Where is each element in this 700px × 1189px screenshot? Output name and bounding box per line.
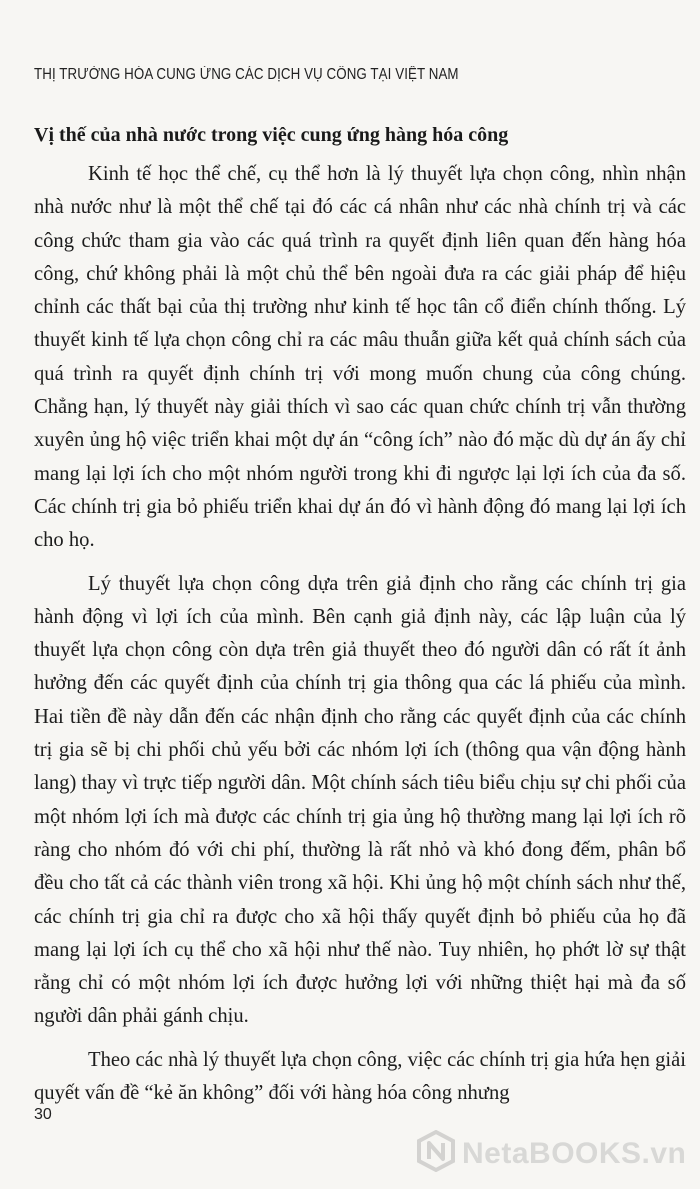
neta-logo-icon [416,1130,456,1177]
paragraph: Lý thuyết lựa chọn công dựa trên giả định cho rằng các chính trị gia hành động vì lợi ích của mình. Bên cạnh giả định này, các lập luận của lý thuyết lựa chọn công còn dựa trên giả thuyết theo đó người dân có rất ít ảnh hưởng đến các quyết định của chính trị gia thông qua các lá phiếu của mình. Hai tiền đề này dẫn đến các nhận định cho rằng các quyết định của các chính trị gia sẽ bị chi phối chủ yếu bởi các nhóm lợi ích (thông qua vận động hành lang) thay vì trực tiếp người dân. Một chính sách tiêu biểu chịu sự chi phối của một nhóm lợi ích mà được các chính trị gia ủng hộ thường mang lại lợi ích rõ ràng cho nhóm đó với chi phí, thường là rất nhỏ và khó đong đếm, phân bổ đều cho tất cả các thành viên trong xã hội. Khi ủng hộ một chính sách như thế, các chính trị gia chỉ ra được cho xã hội thấy quyết định bỏ phiếu của họ đã mang lại lợi ích cụ thể cho xã hội như thế nào. Tuy nhiên, họ phớt lờ sự thật rằng chỉ có một nhóm lợi ích được hưởng lợi với những thiệt hại mà đa số người dân phải gánh chịu. [34,572,686,1028]
paragraph: Theo các nhà lý thuyết lựa chọn công, việc các chính trị gia hứa hẹn giải quyết vấn đề “kẻ ăn không” đối với hàng hóa công nhưng [34,1048,686,1105]
page-number: 30 [34,1106,52,1123]
section-title: Vị thế của nhà nước trong việc cung ứng hàng hóa công [34,124,509,146]
running-head: THỊ TRƯỜNG HÓA CUNG ỨNG CÁC DỊCH VỤ CÔNG TẠI VIỆT NAM [34,66,459,83]
body-text [34,158,686,1120]
watermark-text: NetaBOOKS.vn [462,1136,687,1170]
watermark [416,1130,686,1177]
paragraph: Kinh tế học thể chế, cụ thể hơn là lý thuyết lựa chọn công, nhìn nhận nhà nước như là một thể chế tại đó các cá nhân như các nhà chính trị và các công chức tham gia vào các quá trình ra quyết định liên quan đến hàng hóa công, chứ không phải là một chủ thể bên ngoài đưa ra các giải pháp để hiệu chỉnh các thất bại của thị trường như kinh tế học tân cổ điển chính thống. Lý thuyết kinh tế lựa chọn công chỉ ra các mâu thuẫn giữa kết quả chính sách của quá trình ra quyết định chính trị với mong muốn chung của công chúng. Chẳng hạn, lý thuyết này giải thích vì sao các quan chức chính trị vẫn thường xuyên ủng hộ việc triển khai một dự án “công ích” nào đó mặc dù dự án ấy chỉ mang lại lợi ích cho một nhóm người trong khi đi ngược lại lợi ích của đa số. Các chính trị gia bỏ phiếu triển khai dự án đó vì hành động đó mang lại lợi ích cho họ. [34,163,686,552]
